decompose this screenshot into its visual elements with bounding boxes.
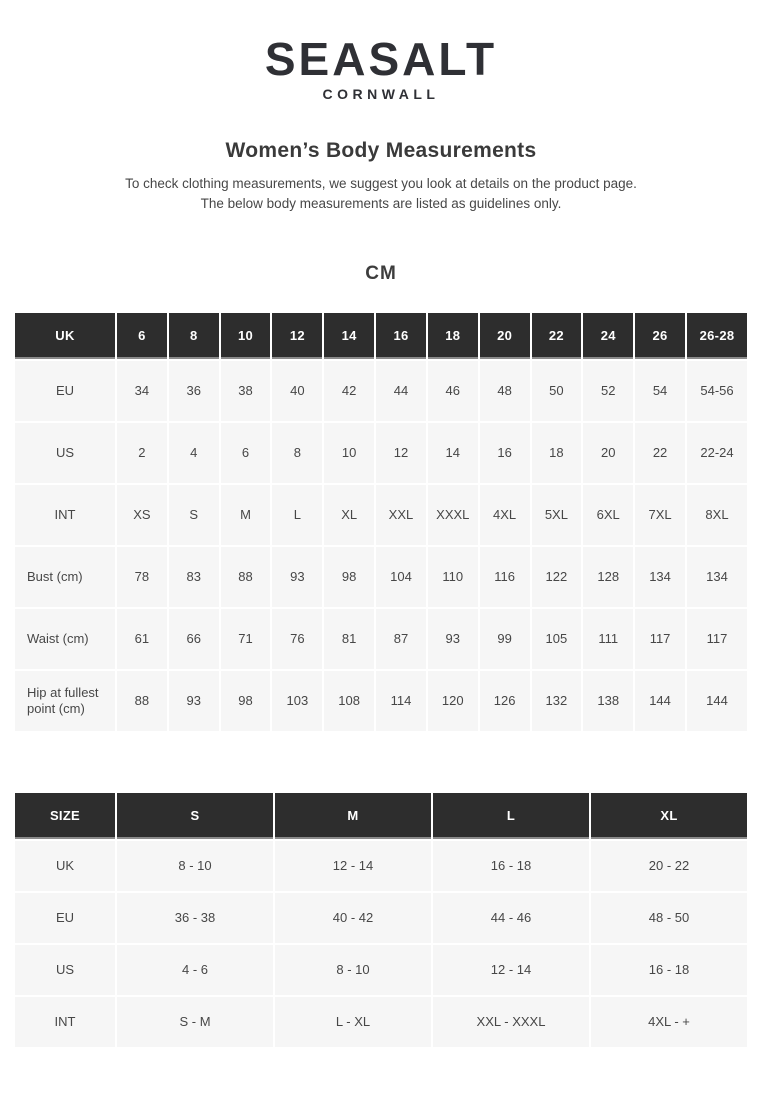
table-row-int bbox=[15, 997, 747, 1047]
measurement-cell: 22 bbox=[635, 423, 685, 483]
measurement-cell: 52 bbox=[583, 361, 633, 421]
measurement-cell: 14 bbox=[428, 423, 478, 483]
measurement-cell: 98 bbox=[324, 547, 374, 607]
measurement-cell: 50 bbox=[532, 361, 582, 421]
row-label: UK bbox=[15, 841, 115, 891]
table-row-waist bbox=[15, 609, 747, 669]
measurement-cell: 2 bbox=[117, 423, 167, 483]
measurement-cell: 93 bbox=[272, 547, 322, 607]
size-range-cell: 48 - 50 bbox=[591, 893, 747, 943]
measurement-cell: 48 bbox=[480, 361, 530, 421]
column-header: 14 bbox=[324, 313, 374, 359]
column-header: S bbox=[117, 793, 273, 839]
measurement-cell: 134 bbox=[635, 547, 685, 607]
size-range-cell: L - XL bbox=[275, 997, 431, 1047]
unit-heading: CM bbox=[365, 263, 397, 284]
size-range-cell: XXL - XXXL bbox=[433, 997, 589, 1047]
measurement-cell: 98 bbox=[221, 671, 271, 731]
column-header: M bbox=[275, 793, 431, 839]
measurement-cell: 38 bbox=[221, 361, 271, 421]
measurement-cell: 44 bbox=[376, 361, 426, 421]
row-label: INT bbox=[15, 997, 115, 1047]
size-range-cell: 4XL - + bbox=[591, 997, 747, 1047]
table-row-us bbox=[15, 945, 747, 995]
measurement-cell: 40 bbox=[272, 361, 322, 421]
column-header: XL bbox=[591, 793, 747, 839]
body-measurements-table bbox=[13, 311, 749, 733]
measurement-cell: 8XL bbox=[687, 485, 747, 545]
measurement-cell: 122 bbox=[532, 547, 582, 607]
table-row-bust bbox=[15, 547, 747, 607]
measurement-cell: 81 bbox=[324, 609, 374, 669]
measurement-cell: 34 bbox=[117, 361, 167, 421]
column-header: 16 bbox=[376, 313, 426, 359]
row-label: Bust (cm) bbox=[15, 547, 115, 607]
column-header: 8 bbox=[169, 313, 219, 359]
size-range-cell: 40 - 42 bbox=[275, 893, 431, 943]
table-row-eu bbox=[15, 893, 747, 943]
table-row-int bbox=[15, 485, 747, 545]
measurement-cell: XS bbox=[117, 485, 167, 545]
measurement-cell: 88 bbox=[117, 671, 167, 731]
brand-header bbox=[0, 0, 762, 102]
measurement-cell: 22-24 bbox=[687, 423, 747, 483]
brand-logo-subtext: CORNWALL bbox=[322, 86, 440, 102]
measurement-cell: 5XL bbox=[532, 485, 582, 545]
size-range-cell: 20 - 22 bbox=[591, 841, 747, 891]
measurement-cell: 128 bbox=[583, 547, 633, 607]
measurement-cell: 20 bbox=[583, 423, 633, 483]
page-title: Women’s Body Measurements bbox=[225, 139, 537, 162]
column-header: 20 bbox=[480, 313, 530, 359]
table-row-us bbox=[15, 423, 747, 483]
measurement-cell: XXXL bbox=[428, 485, 478, 545]
measurement-cell: 6XL bbox=[583, 485, 633, 545]
measurement-cell: XXL bbox=[376, 485, 426, 545]
measurement-cell: 126 bbox=[480, 671, 530, 731]
measurement-cell: 16 bbox=[480, 423, 530, 483]
measurement-cell: S bbox=[169, 485, 219, 545]
column-header: 18 bbox=[428, 313, 478, 359]
measurement-cell: 104 bbox=[376, 547, 426, 607]
measurement-cell: 7XL bbox=[635, 485, 685, 545]
measurement-cell: 117 bbox=[635, 609, 685, 669]
column-header-uk: UK bbox=[15, 313, 115, 359]
measurement-cell: 61 bbox=[117, 609, 167, 669]
size-range-cell: 36 - 38 bbox=[117, 893, 273, 943]
measurement-cell: 78 bbox=[117, 547, 167, 607]
measurement-cell: 116 bbox=[480, 547, 530, 607]
size-range-cell: 16 - 18 bbox=[433, 841, 589, 891]
intro-note-line2: The below body measurements are listed as guidelines only. bbox=[200, 195, 562, 211]
column-header: 24 bbox=[583, 313, 633, 359]
measurement-cell: 111 bbox=[583, 609, 633, 669]
column-header: L bbox=[433, 793, 589, 839]
table-row-eu bbox=[15, 361, 747, 421]
measurement-cell: XL bbox=[324, 485, 374, 545]
row-label: INT bbox=[15, 485, 115, 545]
measurement-cell: 144 bbox=[687, 671, 747, 731]
measurement-cell: 18 bbox=[532, 423, 582, 483]
measurement-cell: 144 bbox=[635, 671, 685, 731]
size-range-cell: 16 - 18 bbox=[591, 945, 747, 995]
row-label: US bbox=[15, 423, 115, 483]
column-header: 10 bbox=[221, 313, 271, 359]
measurement-cell: 6 bbox=[221, 423, 271, 483]
measurement-cell: 88 bbox=[221, 547, 271, 607]
column-header-size: SIZE bbox=[15, 793, 115, 839]
measurement-cell: 134 bbox=[687, 547, 747, 607]
measurement-cell: 117 bbox=[687, 609, 747, 669]
measurement-cell: 36 bbox=[169, 361, 219, 421]
table-row-uk bbox=[15, 841, 747, 891]
measurement-cell: 132 bbox=[532, 671, 582, 731]
row-label: Waist (cm) bbox=[15, 609, 115, 669]
size-range-cell: 8 - 10 bbox=[117, 841, 273, 891]
measurement-cell: 46 bbox=[428, 361, 478, 421]
size-header-row bbox=[15, 793, 747, 839]
measurement-cell: 87 bbox=[376, 609, 426, 669]
measurement-cell: 108 bbox=[324, 671, 374, 731]
row-label: US bbox=[15, 945, 115, 995]
size-range-cell: 8 - 10 bbox=[275, 945, 431, 995]
measurement-cell: 83 bbox=[169, 547, 219, 607]
column-header: 22 bbox=[532, 313, 582, 359]
row-label: EU bbox=[15, 893, 115, 943]
size-conversion-table bbox=[13, 791, 749, 1049]
size-range-cell: 4 - 6 bbox=[117, 945, 273, 995]
table-row-hip bbox=[15, 671, 747, 731]
size-range-cell: 12 - 14 bbox=[275, 841, 431, 891]
measurement-cell: M bbox=[221, 485, 271, 545]
measurement-cell: 76 bbox=[272, 609, 322, 669]
column-header: 6 bbox=[117, 313, 167, 359]
intro-note bbox=[0, 174, 762, 213]
measurement-cell: 114 bbox=[376, 671, 426, 731]
measurement-cell: 110 bbox=[428, 547, 478, 607]
measurement-cell: 71 bbox=[221, 609, 271, 669]
row-label: Hip at fullest point (cm) bbox=[15, 671, 115, 731]
measurement-cell: 103 bbox=[272, 671, 322, 731]
size-range-cell: 12 - 14 bbox=[433, 945, 589, 995]
measurement-cell: 54-56 bbox=[687, 361, 747, 421]
measurement-cell: 93 bbox=[169, 671, 219, 731]
measurement-cell: 42 bbox=[324, 361, 374, 421]
size-range-cell: S - M bbox=[117, 997, 273, 1047]
measurement-cell: 66 bbox=[169, 609, 219, 669]
measurement-cell: 105 bbox=[532, 609, 582, 669]
measurement-cell: 12 bbox=[376, 423, 426, 483]
measurement-cell: 120 bbox=[428, 671, 478, 731]
measurement-cell: L bbox=[272, 485, 322, 545]
column-header: 26-28 bbox=[687, 313, 747, 359]
measurement-cell: 138 bbox=[583, 671, 633, 731]
intro-note-line1: To check clothing measurements, we suggest you look at details on the product page. bbox=[125, 176, 637, 191]
brand-logo: SEASALT bbox=[264, 33, 498, 85]
measurement-cell: 54 bbox=[635, 361, 685, 421]
column-header: 26 bbox=[635, 313, 685, 359]
column-header: 12 bbox=[272, 313, 322, 359]
measurement-cell: 8 bbox=[272, 423, 322, 483]
size-range-cell: 44 - 46 bbox=[433, 893, 589, 943]
measurement-cell: 10 bbox=[324, 423, 374, 483]
measurement-cell: 99 bbox=[480, 609, 530, 669]
measurements-header-row bbox=[15, 313, 747, 359]
row-label: EU bbox=[15, 361, 115, 421]
measurement-cell: 93 bbox=[428, 609, 478, 669]
measurement-cell: 4XL bbox=[480, 485, 530, 545]
measurement-cell: 4 bbox=[169, 423, 219, 483]
